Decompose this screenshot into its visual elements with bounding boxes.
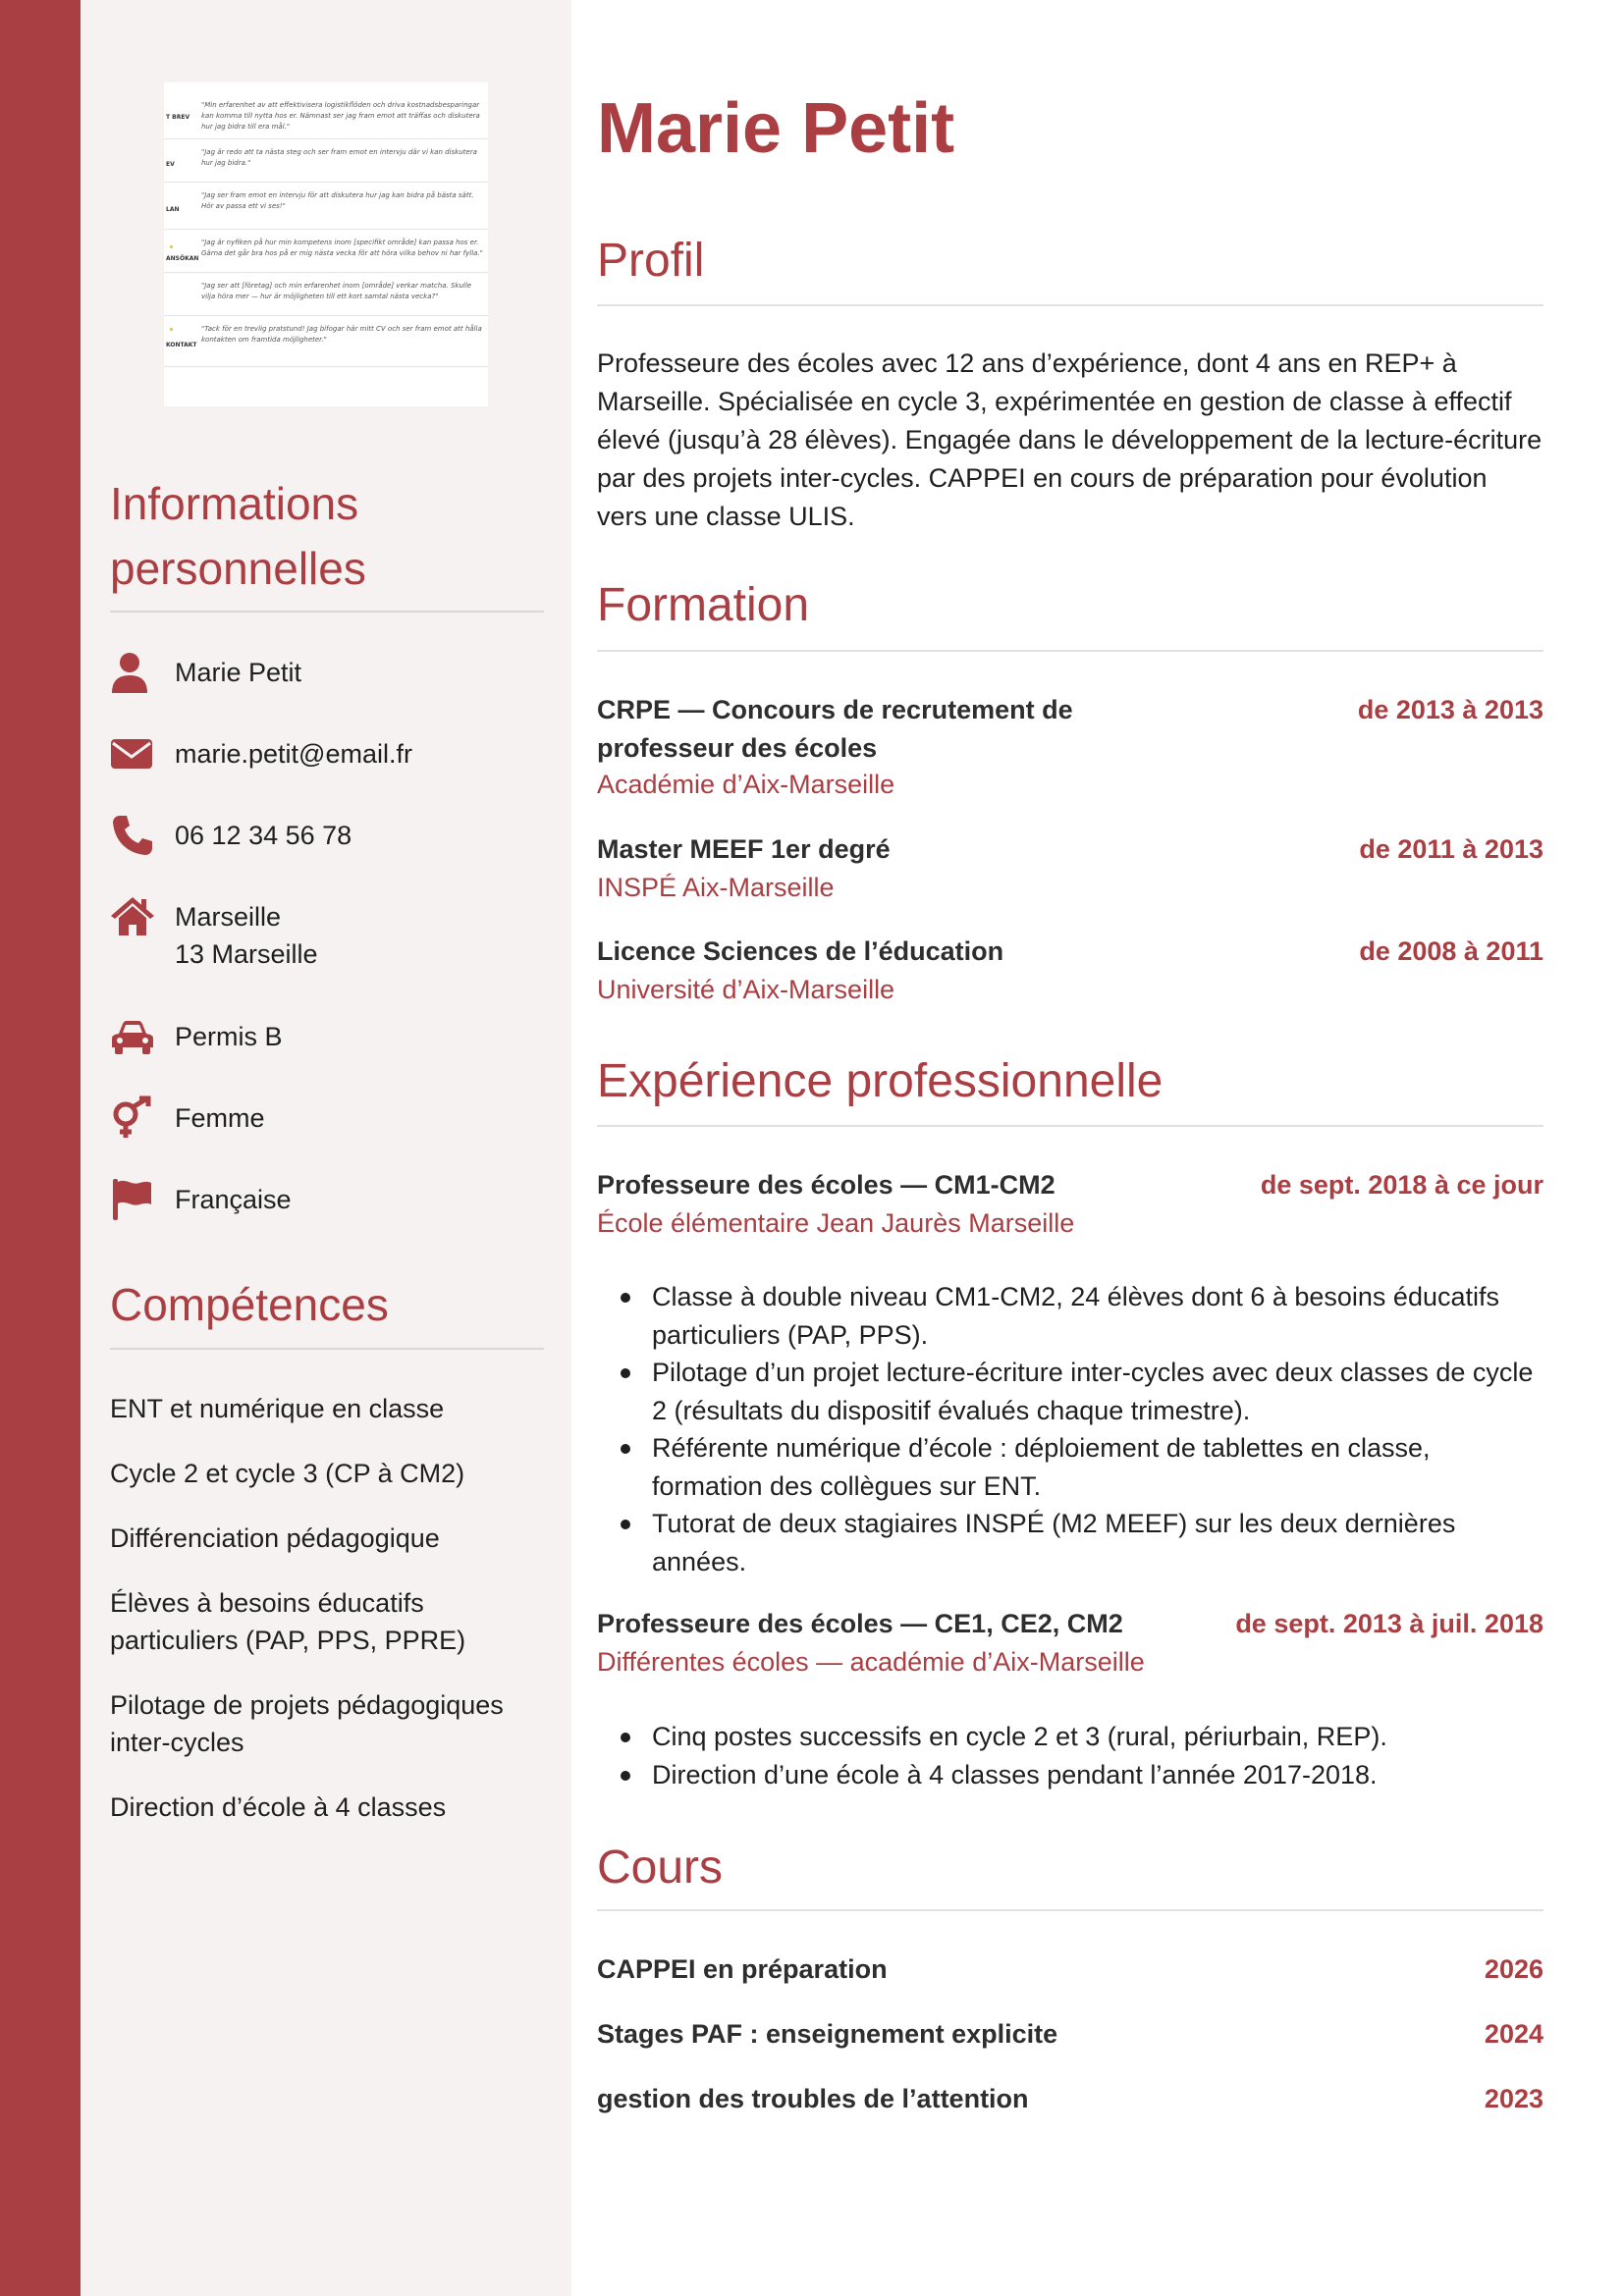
- experience-place: Différentes écoles — académie d’Aix-Marseille: [597, 1647, 1145, 1677]
- user-icon: [110, 650, 155, 695]
- experience-heading: Expérience professionnelle: [597, 1055, 1164, 1107]
- info-license: [110, 1014, 542, 1073]
- photo-row-tag: LAN: [166, 206, 180, 213]
- experience-bullet: Référente numérique d’école : déploiement de tablettes en classe, formation des collègues sur ENT.: [597, 1429, 1543, 1505]
- candidate-name: Marie Petit: [597, 89, 955, 168]
- experience-bullet: Direction d’une école à 4 classes pendant l’année 2017-2018.: [597, 1756, 1543, 1794]
- formation-date: de 2008 à 2011: [1359, 936, 1543, 966]
- info-email: [110, 731, 542, 790]
- formation-title: Master MEEF 1er degré: [597, 834, 891, 864]
- photo-row-tag: KONTAKT: [166, 342, 197, 348]
- photo-row: [164, 82, 488, 139]
- photo-row: [164, 230, 488, 273]
- photo-row-quote: "Min erfarenhet av att effektivisera logistikflöden och driva kostnadsbesparingar kan komma till nytta hos er. Nämnast ser jag fram emot att träffas och diskutera hur jag bidra till era mål.": [201, 101, 480, 131]
- photo-row-quote: "Jag är nyfiken på hur min kompetens inom [specifikt område] kan passa hos er. Gärna det går bra hos på er mig nästa vecka för att höra vilka behov ni har fylla.": [201, 239, 483, 257]
- info-nationality: [110, 1177, 542, 1236]
- photo-row-quote: "Tack för en trevlig pratstund! Jag bifogar här mitt CV och ser fram emot att hålla kontakten om framtida möjligheter.": [201, 325, 482, 344]
- photo-row-tag: EV: [166, 161, 175, 168]
- course-year: 2026: [1484, 1954, 1543, 1984]
- formation-place: INSPÉ Aix-Marseille: [597, 873, 835, 902]
- info-license-text: Permis B: [175, 1022, 283, 1051]
- formation-date: de 2011 à 2013: [1359, 834, 1543, 864]
- photo-row: [164, 183, 488, 230]
- courses-divider: [597, 1909, 1543, 1911]
- info-name-text: Marie Petit: [175, 658, 302, 687]
- info-email-text[interactable]: marie.petit@email.fr: [175, 739, 412, 769]
- info-divider: [110, 611, 544, 613]
- course-year: 2024: [1484, 2019, 1543, 2049]
- info-address-region: 13 Marseille: [175, 939, 318, 969]
- photo-row: [164, 139, 488, 183]
- experience-divider: [597, 1125, 1543, 1127]
- experience-bullet: Tutorat de deux stagiaires INSPÉ (M2 MEEF) sur les deux dernières années.: [597, 1505, 1543, 1580]
- photo-row-quote: "Jag ser att [företag] och min erfarenhet inom [område] verkar matcha. Skulle vilja höra mer — hur är möjligheten till ett kort samtal nästa vecka?": [201, 282, 472, 300]
- formation-date: de 2013 à 2013: [1357, 695, 1543, 724]
- profile-photo: [164, 82, 488, 406]
- photo-row-dot: [170, 245, 173, 248]
- info-address-text: [175, 898, 318, 973]
- profile-divider: [597, 304, 1543, 306]
- info-name: [110, 650, 542, 709]
- experience-bullet: Classe à double niveau CM1-CM2, 24 élèves dont 6 à besoins éducatifs particuliers (PAP, PPS).: [597, 1278, 1543, 1354]
- course-title: gestion des troubles de l’attention: [597, 2084, 1029, 2113]
- experience-bullet: Cinq postes successifs en cycle 2 et 3 (rural, périurbain, REP).: [597, 1718, 1543, 1756]
- course-title: Stages PAF : enseignement explicite: [597, 2019, 1058, 2049]
- skill-item: Direction d’école à 4 classes: [110, 1792, 447, 1822]
- home-icon: [110, 894, 155, 939]
- formation-title: CRPE — Concours de recrutement de professeur des écoles: [597, 695, 1073, 763]
- info-gender: [110, 1095, 542, 1154]
- course-title: CAPPEI en préparation: [597, 1954, 888, 1984]
- courses-heading: Cours: [597, 1842, 724, 1894]
- skill-item: Élèves à besoins éducatifs particuliers (PAP, PPS, PPRE): [110, 1588, 466, 1655]
- formation-divider: [597, 650, 1543, 652]
- skill-item: Pilotage de projets pédagogiques inter-cycles: [110, 1690, 504, 1757]
- profile-heading: Profil: [597, 235, 705, 287]
- course-year: 2023: [1484, 2084, 1543, 2113]
- flag-icon: [110, 1177, 155, 1222]
- skill-item: Cycle 2 et cycle 3 (CP à CM2): [110, 1459, 465, 1488]
- photo-row-dot: [170, 328, 173, 331]
- formation-place: Académie d’Aix-Marseille: [597, 770, 895, 799]
- info-address-city: Marseille: [175, 902, 282, 932]
- info-phone-text[interactable]: 06 12 34 56 78: [175, 821, 352, 850]
- experience-title: Professeure des écoles — CE1, CE2, CM2: [597, 1609, 1123, 1638]
- car-icon: [110, 1014, 155, 1059]
- experience-date: de sept. 2018 à ce jour: [1260, 1170, 1543, 1200]
- experience-bullet: Pilotage d’un projet lecture-écriture inter-cycles avec deux classes de cycle 2 (résultats du dispositif évalués chaque trimestre).: [597, 1354, 1543, 1429]
- experience-bullets: [597, 1278, 1543, 1580]
- photo-row: [164, 273, 488, 316]
- photo-row-quote: "Jag ser fram emot en intervju för att diskutera hur jag kan bidra på bästa sätt. Hör av passa ett vi ses!": [201, 191, 474, 210]
- experience-date: de sept. 2013 à juil. 2018: [1235, 1609, 1543, 1638]
- skills-heading: Compétences: [110, 1279, 389, 1330]
- experience-title: Professeure des écoles — CM1-CM2: [597, 1170, 1056, 1200]
- info-address: [110, 894, 542, 983]
- photo-row: [164, 316, 488, 367]
- photo-row-tag: T BREV: [166, 114, 190, 121]
- skills-divider: [110, 1348, 544, 1350]
- formation-place: Université d’Aix-Marseille: [597, 975, 895, 1004]
- photo-row-tag: ANSÖKAN: [166, 255, 199, 262]
- info-phone: [110, 813, 542, 872]
- experience-place: École élémentaire Jean Jaurès Marseille: [597, 1208, 1075, 1238]
- accent-bar: [0, 0, 81, 2296]
- info-nationality-text: Française: [175, 1185, 292, 1214]
- info-gender-text: Femme: [175, 1103, 265, 1133]
- gender-icon: [110, 1095, 155, 1141]
- phone-icon: [110, 813, 155, 858]
- info-heading: Informations personnelles: [110, 478, 366, 594]
- envelope-icon: [110, 731, 155, 776]
- experience-bullets: [597, 1718, 1543, 1793]
- formation-heading: Formation: [597, 579, 810, 631]
- profile-text: Professeure des écoles avec 12 ans d’expérience, dont 4 ans en REP+ à Marseille. Spécialisée en cycle 3, expérimentée en gestion de classe à effectif élevé (jusqu’à 28 élèves). Engagée dans le développement de la lecture-écriture par des projets inter-cycles. CAPPEI en cours de préparation pour évolution vers une classe ULIS.: [597, 348, 1543, 531]
- skill-item: ENT et numérique en classe: [110, 1394, 445, 1423]
- formation-title: Licence Sciences de l’éducation: [597, 936, 1004, 966]
- skill-item: Différenciation pédagogique: [110, 1523, 440, 1553]
- photo-row-quote: "Jag är redo att ta nästa steg och ser fram emot en intervju där vi kan diskutera hur jag bidra.": [201, 148, 477, 167]
